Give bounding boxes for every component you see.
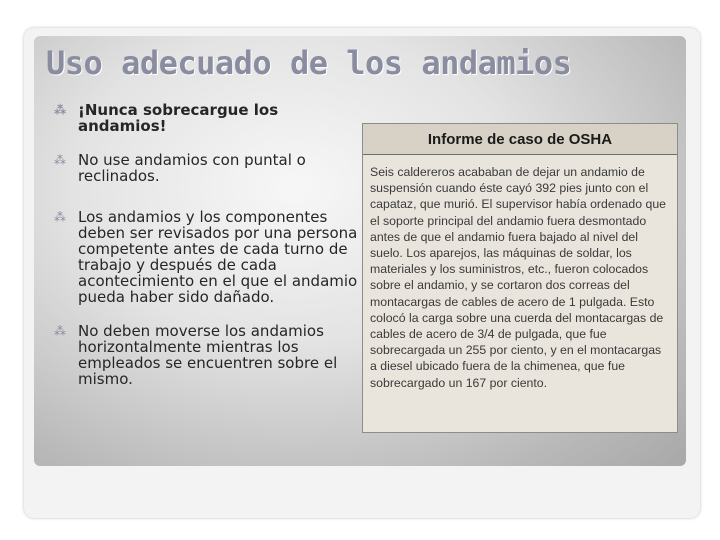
bullet-marker-icon: ⁂ xyxy=(54,153,66,167)
bullet-marker-icon: ⁂ xyxy=(54,324,66,338)
bullet-item xyxy=(54,152,359,184)
bullet-text: No use andamios con puntal o reclinados. xyxy=(78,151,306,185)
bullet-item xyxy=(54,102,359,134)
report-body: Seis caldereros acababan de dejar un andamio de suspensión cuando éste cayó 392 pies junto con el capataz, que murió. El supervisor había ordenado que el soporte principal del andamio fuera desmontado antes de que el andamio fuera bajado al nivel del suelo. Los aparejos, las máquinas de soldar, los materiales y los suministros, etc., fueron colocados sobre el andamio, y se cortaron dos correas del montacargas de cables de acero de 1 pulgada. Esto colocó la carga sobre una cuerda del montacargas de cables de acero de 3/4 de pulgada, que fue sobrecargada un 255 por ciento, y en el montacargas a diesel ubicado fuera de la chimenea, que fue sobrecargado un 167 por ciento. xyxy=(370,165,666,390)
bullet-text: ¡Nunca sobrecargue los andamios! xyxy=(78,101,279,135)
bullet-text: No deben moverse los andamios horizontalmente mientras los empleados se encuentren sobre el mismo. xyxy=(78,322,338,388)
slide-title: Uso adecuado de los andamios xyxy=(46,44,572,82)
bullet-item xyxy=(54,323,359,387)
bullet-list xyxy=(54,102,359,403)
bullet-marker-icon: ⁂ xyxy=(54,103,67,117)
report-header: Informe de caso de OSHA xyxy=(363,124,677,155)
osha-report-box xyxy=(362,123,678,433)
bullet-item xyxy=(54,209,359,305)
bullet-text: Los andamios y los componentes deben ser revisados por una persona competente antes de cada turno de trabajo y después de cada acontecimiento en el que el andamio pueda haber sido dañado. xyxy=(78,208,358,306)
bullet-marker-icon: ⁂ xyxy=(54,210,66,224)
